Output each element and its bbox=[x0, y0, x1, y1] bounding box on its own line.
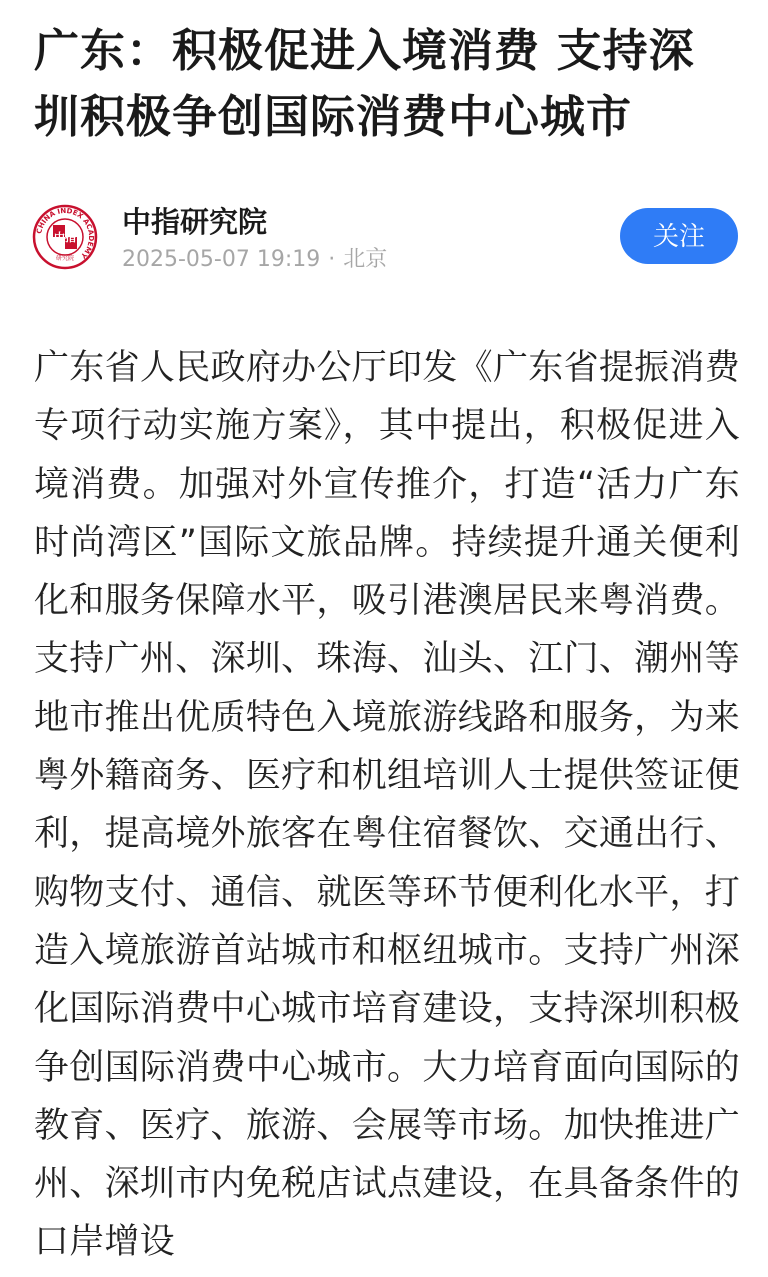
article-title: 广东：积极促进入境消费 支持深圳积极争创国际消费中心城市 bbox=[34, 24, 695, 143]
svg-text:CHINA INDEX ACADEMY: CHINA INDEX ACADEMY bbox=[35, 206, 96, 260]
article-body: 广东省人民政府办公厅印发《广东省提振消费专项行动实施方案》，其中提出，积极促进入境消费。加强对外宣传推介，打造“活力广东 时尚湾区”国际文旅品牌。持续提升通关便利化和服务保障水平，吸引港澳居民来粤消费。支持广州、深圳、珠海、汕头、江门、潮州等地市推出优质特色入境旅游线路和服务，为来粤外籍商务、医疗和机组培训人士提供签证便利，提高境外旅客在粤住宿餐饮、交通出行、购物支付、通信、就医等环节便利化水平，打造入境旅游首站城市和枢纽城市。支持广州深化国际消费中心城市培育建设，支持深圳积极争创国际消费中心城市。大力培育面向国际的教育、医疗、旅游、会展等市场。加快推进广州、深圳市内免税店试点建设，在具备条件的口岸增设 bbox=[34, 348, 740, 1263]
svg-text:研究院: 研究院 bbox=[55, 255, 75, 262]
china-index-academy-seal-icon bbox=[32, 204, 98, 270]
publish-location: 北京 bbox=[343, 247, 388, 272]
svg-text:中指: 中指 bbox=[54, 231, 76, 244]
meta-separator: · bbox=[328, 247, 336, 272]
author-avatar[interactable] bbox=[32, 204, 98, 270]
author-row bbox=[32, 204, 738, 270]
publish-meta bbox=[122, 246, 387, 274]
publish-datetime: 2025-05-07 19:19 bbox=[122, 247, 321, 272]
author-name[interactable]: 中指研究院 bbox=[122, 205, 268, 239]
follow-button[interactable]: 关注 bbox=[620, 208, 738, 264]
